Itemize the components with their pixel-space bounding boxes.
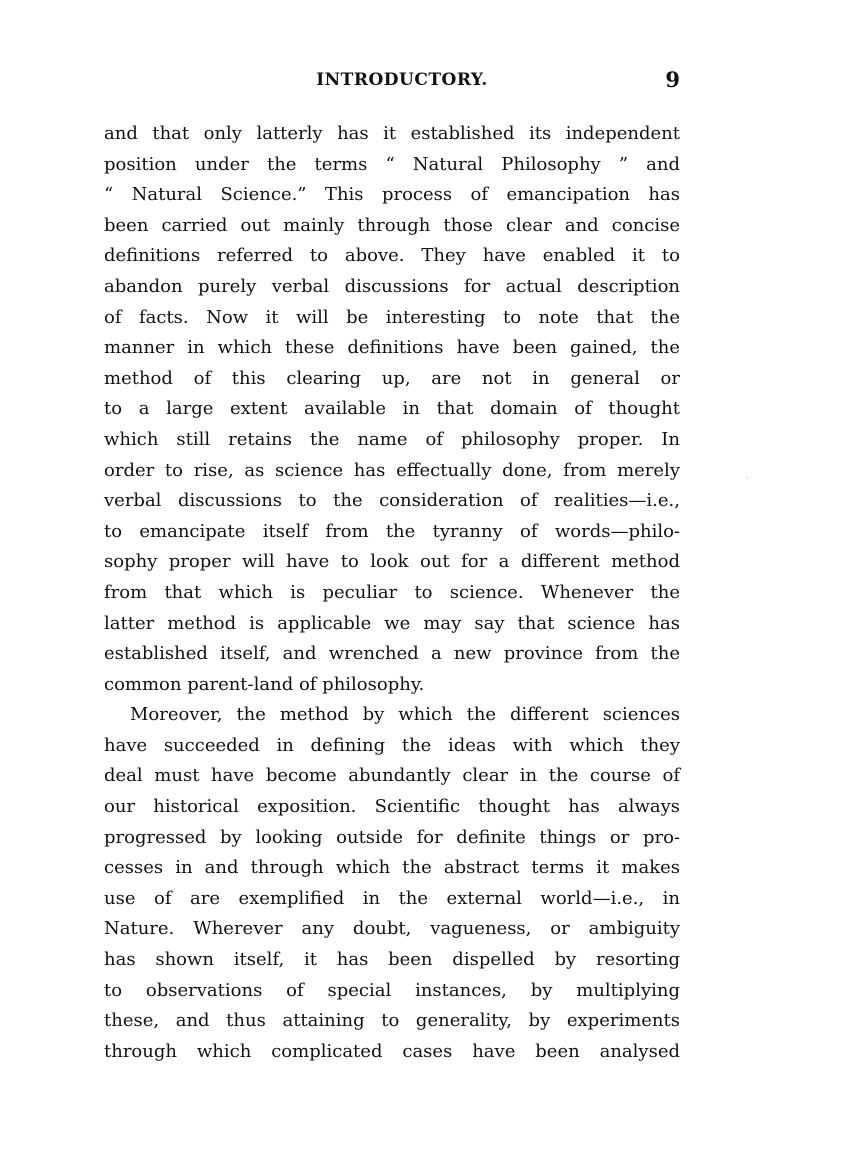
text-line: been carried out mainly through those clear and concise bbox=[104, 214, 680, 236]
text-line: which still retains the name of philosophy proper. In bbox=[104, 428, 680, 450]
text-line: latter method is applicable we may say that science has bbox=[104, 612, 680, 634]
text-line: these, and thus attaining to generality, by experiments bbox=[104, 1010, 680, 1032]
text-line: “ Natural Science.” This process of emancipation has bbox=[104, 184, 680, 206]
text-line: abandon purely verbal discussions for actual description bbox=[104, 275, 680, 297]
text-line: method of this clearing up, are not in general or bbox=[104, 367, 680, 389]
text-line: through which complicated cases have been analysed bbox=[104, 1040, 680, 1062]
text-line: of facts. Now it will be interesting to note that the bbox=[104, 306, 680, 328]
text-line: cesses in and through which the abstract terms it makes bbox=[104, 857, 680, 879]
text-line: sophy proper will have to look out for a different method bbox=[104, 551, 680, 573]
text-line: Nature. Wherever any doubt, vagueness, or ambiguity bbox=[104, 918, 680, 940]
stray-mark: · bbox=[746, 474, 749, 483]
body-text bbox=[104, 119, 680, 1067]
text-line: order to rise, as science has effectually done, from merely bbox=[104, 459, 680, 481]
running-head bbox=[104, 67, 680, 100]
page-number: 9 bbox=[665, 67, 680, 92]
text-line: to emancipate itself from the tyranny of words—philo- bbox=[104, 520, 680, 542]
text-line: progressed by looking outside for definite things or pro- bbox=[104, 826, 680, 848]
text-line: Moreover, the method by which the different sciences bbox=[130, 704, 680, 726]
text-line: to observations of special instances, by multiplying bbox=[104, 979, 680, 1001]
text-line: from that which is peculiar to science. Whenever the bbox=[104, 581, 680, 603]
text-line: common parent-land of philosophy. bbox=[104, 673, 425, 695]
text-line: definitions referred to above. They have enabled it to bbox=[104, 245, 680, 267]
text-line: manner in which these definitions have been gained, the bbox=[104, 337, 680, 359]
text-line: position under the terms “ Natural Philosophy ” and bbox=[104, 153, 680, 175]
text-line: verbal discussions to the consideration of realities—i.e., bbox=[104, 490, 680, 512]
text-line: have succeeded in defining the ideas with which they bbox=[104, 734, 680, 756]
text-line: established itself, and wrenched a new province from the bbox=[104, 643, 680, 665]
text-line: has shown itself, it has been dispelled by resorting bbox=[104, 949, 680, 971]
text-line: our historical exposition. Scientific thought has always bbox=[104, 796, 680, 818]
text-line: to a large extent available in that domain of thought bbox=[104, 398, 680, 420]
text-line: use of are exemplified in the external world—i.e., in bbox=[104, 887, 680, 909]
running-title: INTRODUCTORY. bbox=[316, 70, 488, 90]
text-line: deal must have become abundantly clear in the course of bbox=[104, 765, 680, 787]
text-line: and that only latterly has it established its independent bbox=[104, 123, 680, 144]
